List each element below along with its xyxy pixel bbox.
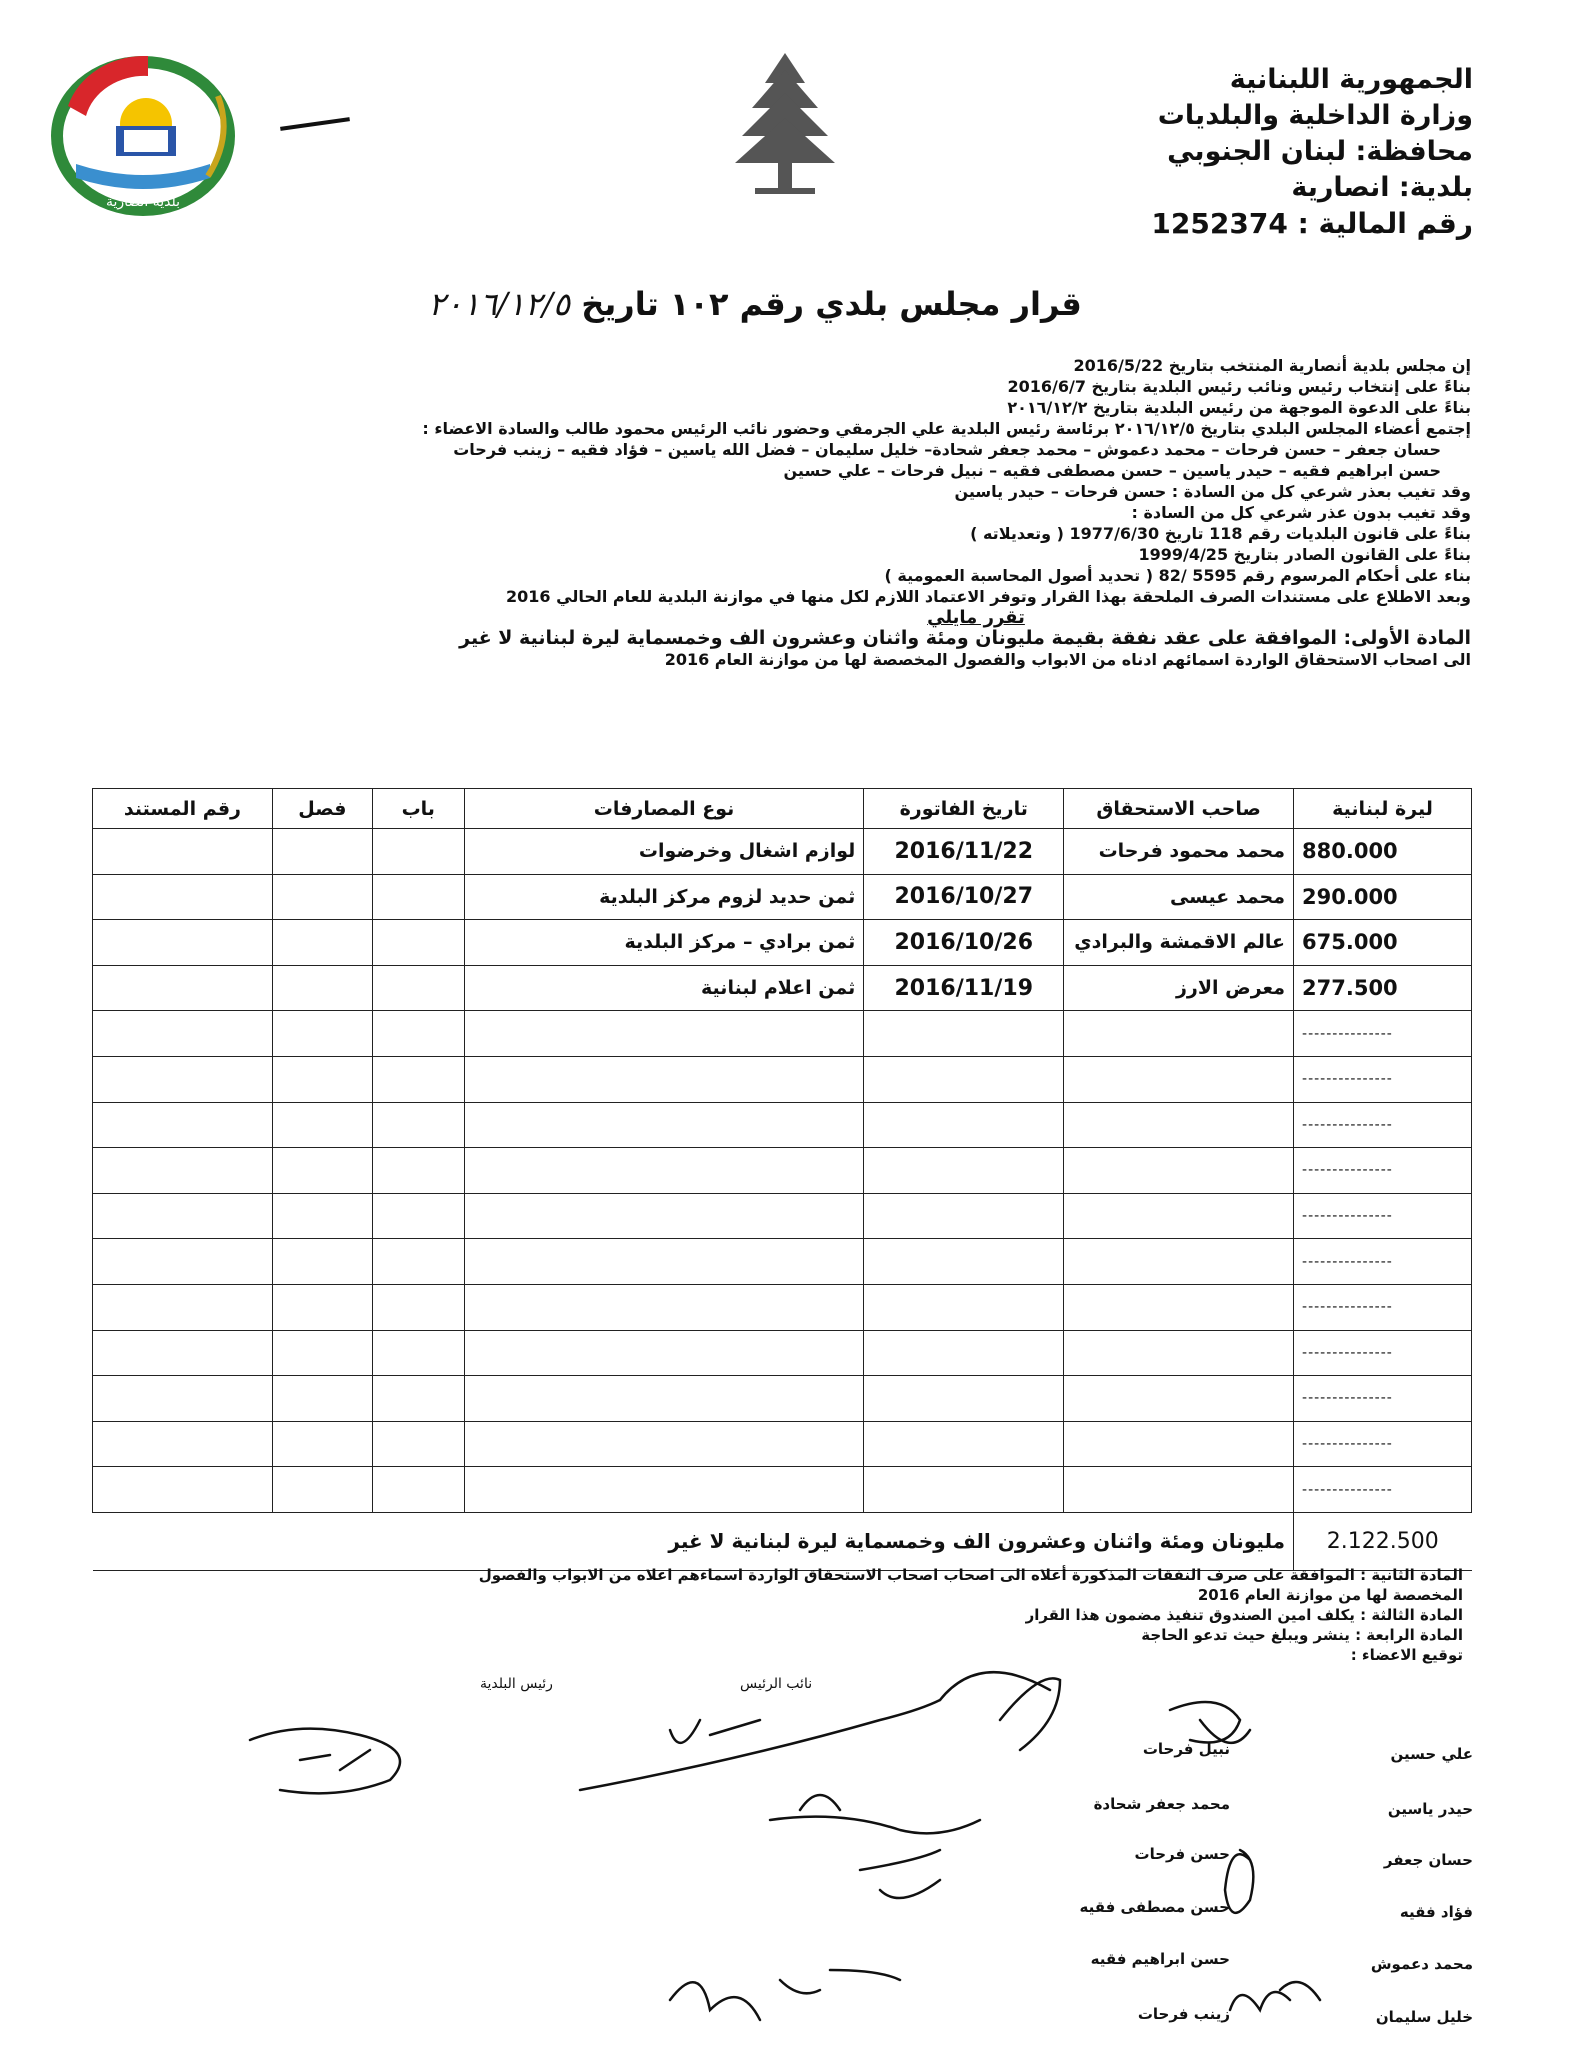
col-chapter: باب bbox=[372, 789, 464, 829]
filler-dashes: --------------- bbox=[1294, 1148, 1472, 1194]
signatory-name: فؤاد فقيه bbox=[1399, 1903, 1473, 1921]
invoice-date: 2016/11/19 bbox=[864, 965, 1064, 1011]
filler-dashes: --------------- bbox=[1294, 1421, 1472, 1467]
signatory-name: حسن ابراهيم فقيه bbox=[1090, 1950, 1230, 1968]
col-amount: ليرة لبنانية bbox=[1294, 789, 1472, 829]
unexcused-members: وقد تغيب بدون عذر شرعي كل من السادة : bbox=[1131, 503, 1471, 522]
filler-dashes: --------------- bbox=[1294, 1284, 1472, 1330]
body-line: إجتمع أعضاء المجلس البلدي بتاريخ ٢٠١٦/١٢/٥ برئاسة رئيس البلدية علي الجرمقي وحضور نائب الرئيس محمود طالب والسادة الاعضاء : bbox=[422, 419, 1471, 438]
filler-dashes: --------------- bbox=[1294, 1330, 1472, 1376]
decision-title-text: قرار مجلس بلدي رقم ١٠٢ تاريخ bbox=[581, 285, 1082, 323]
signatory-name: خليل سليمان bbox=[1375, 2008, 1473, 2026]
body-line: بناءً على القانون الصادر بتاريخ 1999/4/25 bbox=[1138, 545, 1471, 564]
body-line: بناءً على قانون البلديات رقم 118 تاريخ 1977/6/30 ( وتعديلاته ) bbox=[970, 524, 1471, 543]
col-invoice-date: تاريخ الفاتورة bbox=[864, 789, 1064, 829]
filler-dashes: --------------- bbox=[1294, 1011, 1472, 1057]
body-line: بناء على أحكام المرسوم رقم 5595 /82 ( تحديد أصول المحاسبة العمومية ) bbox=[884, 566, 1471, 585]
handwritten-signatures bbox=[240, 1660, 1460, 2040]
table-row-empty bbox=[93, 1376, 1472, 1422]
table-row-empty bbox=[93, 1330, 1472, 1376]
table-row-empty bbox=[93, 1284, 1472, 1330]
header-republic: الجمهورية اللبنانية bbox=[1229, 64, 1473, 95]
expense-type: لوازم اشغال وخرضوات bbox=[464, 829, 864, 875]
signatory-name: علي حسين bbox=[1390, 1745, 1473, 1763]
header-governorate: محافظة: لبنان الجنوبي bbox=[1167, 136, 1473, 167]
pen-stroke bbox=[280, 117, 350, 131]
table-row bbox=[93, 965, 1472, 1011]
present-members-2: حسن ابراهيم فقيه – حيدر ياسين – حسن مصطفى فقيه – نبيل فرحات – علي حسين bbox=[783, 461, 1441, 480]
table-row-empty bbox=[93, 1467, 1472, 1513]
decision-title bbox=[300, 285, 1210, 323]
table-total-row bbox=[93, 1512, 1472, 1570]
signatory-name: حسن مصطفى فقيه bbox=[1079, 1898, 1230, 1916]
body-line: إن مجلس بلدية أنصارية المنتخب بتاريخ 2016/5/22 bbox=[1073, 356, 1471, 375]
financial-number bbox=[953, 206, 1473, 242]
header-ministry: وزارة الداخلية والبلديات bbox=[1157, 100, 1473, 131]
decision-title-date: ٢٠١٦/١٢/٥ bbox=[428, 285, 571, 323]
expense-type: ثمن برادي – مركز البلدية bbox=[464, 920, 864, 966]
table-row bbox=[93, 874, 1472, 920]
svg-text:بلدية أنصارية: بلدية أنصارية bbox=[105, 194, 181, 210]
header-block bbox=[953, 62, 1473, 242]
table-row-empty bbox=[93, 1011, 1472, 1057]
filler-dashes: --------------- bbox=[1294, 1056, 1472, 1102]
article-three: المادة الثالثة : يكلف امين الصندوق تنفيذ مضمون هذا القرار bbox=[1025, 1606, 1463, 1624]
vice-president-label: نائب الرئيس bbox=[740, 1676, 813, 1692]
beneficiary: محمد محمود فرحات bbox=[1064, 829, 1294, 875]
invoice-date: 2016/10/26 bbox=[864, 920, 1064, 966]
table-row-empty bbox=[93, 1148, 1472, 1194]
signatory-name: نبيل فرحات bbox=[1142, 1740, 1230, 1758]
table-row-empty bbox=[93, 1421, 1472, 1467]
header-municipality: بلدية: انصارية bbox=[1291, 172, 1473, 203]
signatory-name: حيدر ياسين bbox=[1387, 1800, 1473, 1818]
amount: 675.000 bbox=[1294, 920, 1472, 966]
decision-body bbox=[81, 355, 1471, 670]
expense-type: ثمن حديد لزوم مركز البلدية bbox=[464, 874, 864, 920]
filler-dashes: --------------- bbox=[1294, 1193, 1472, 1239]
cedar-emblem-icon bbox=[730, 48, 840, 198]
signatory-name: محمد دعموش bbox=[1370, 1955, 1473, 1973]
filler-dashes: --------------- bbox=[1294, 1376, 1472, 1422]
table-row-empty bbox=[93, 1102, 1472, 1148]
article-two: المادة الثانية : الموافقة على صرف النفقات المذكورة أعلاه الى اصحاب اصحاب الاستحقاق الواردة اسماءهم اعلاه من الابواب والفصول bbox=[478, 1566, 1463, 1584]
filler-dashes: --------------- bbox=[1294, 1239, 1472, 1285]
signatory-name: حسان جعفر bbox=[1383, 1851, 1473, 1869]
col-expense-type: نوع المصارفات bbox=[464, 789, 864, 829]
excused-members: وقد تغيب بعذر شرعي كل من السادة : حسن فرحات – حيدر ياسين bbox=[954, 482, 1471, 501]
amount: 880.000 bbox=[1294, 829, 1472, 875]
article-two-cont: المخصصة لها من موازنة العام 2016 bbox=[1197, 1586, 1463, 1604]
signatory-name: زينب فرحات bbox=[1137, 2005, 1230, 2023]
filler-dashes: --------------- bbox=[1294, 1467, 1472, 1513]
col-section: فصل bbox=[272, 789, 372, 829]
amount: 290.000 bbox=[1294, 874, 1472, 920]
table-row-empty bbox=[93, 1056, 1472, 1102]
article-four: المادة الرابعة : ينشر ويبلغ حيث تدعو الحاجة bbox=[1141, 1626, 1463, 1644]
total-amount: 2.122.500 bbox=[1294, 1512, 1472, 1570]
municipality-logo bbox=[28, 36, 258, 226]
article-one: المادة الأولى: الموافقة على عقد نفقة بقيمة مليونان ومئة واثنان وعشرون الف وخمسماية ليرة لبنانية لا غير bbox=[459, 627, 1471, 649]
article-one-cont: الى اصحاب الاستحقاق الواردة اسمائهم ادناه من الابواب والفصول المخصصة لها من موازنة العام 2016 bbox=[664, 650, 1471, 669]
col-doc-no: رقم المستند bbox=[93, 789, 273, 829]
table-row-empty bbox=[93, 1239, 1472, 1285]
body-line: وبعد الاطلاع على مستندات الصرف الملحقة بهذا القرار وتوفر الاعتماد اللازم لكل منها في موازنة البلدية للعام الحالي 2016 bbox=[506, 587, 1471, 606]
col-beneficiary: صاحب الاستحقاق bbox=[1064, 789, 1294, 829]
decides-heading: تقرر مايلي bbox=[927, 607, 1025, 628]
expenses-table bbox=[92, 788, 1472, 1571]
invoice-date: 2016/11/22 bbox=[864, 829, 1064, 875]
financial-number-label: رقم المالية : bbox=[1297, 207, 1473, 240]
signatory-name: حسن فرحات bbox=[1134, 1845, 1230, 1863]
amount: 277.500 bbox=[1294, 965, 1472, 1011]
filler-dashes: --------------- bbox=[1294, 1102, 1472, 1148]
signatory-name: محمد جعفر شحادة bbox=[1093, 1795, 1230, 1813]
articles-block bbox=[263, 1565, 1463, 1665]
members-signature-label: توقيع الاعضاء : bbox=[1350, 1646, 1463, 1664]
table-row bbox=[93, 920, 1472, 966]
beneficiary: معرض الارز bbox=[1064, 965, 1294, 1011]
expense-type: ثمن اعلام لبنانية bbox=[464, 965, 864, 1011]
beneficiary: عالم الاقمشة والبرادي bbox=[1064, 920, 1294, 966]
body-line: بناءً على إنتخاب رئيس ونائب رئيس البلدية بتاريخ 2016/6/7 bbox=[1007, 377, 1471, 396]
president-label: رئيس البلدية bbox=[480, 1676, 553, 1692]
total-in-words: مليونان ومئة واثنان وعشرون الف وخمسماية ليرة لبنانية لا غير bbox=[93, 1512, 1294, 1570]
table-row bbox=[93, 829, 1472, 875]
beneficiary: محمد عيسى bbox=[1064, 874, 1294, 920]
table-row-empty bbox=[93, 1193, 1472, 1239]
present-members: حسان جعفر – حسن فرحات – محمد دعموش – محمد جعفر شحادة– خليل سليمان – فضل الله ياسين – فؤاد فقيه – زينب فرحات bbox=[453, 440, 1441, 459]
body-line: بناءً على الدعوة الموجهة من رئيس البلدية بتاريخ ٢٠١٦/١٢/٢ bbox=[1007, 398, 1471, 417]
financial-number-value: 1252374 bbox=[1151, 207, 1288, 240]
invoice-date: 2016/10/27 bbox=[864, 874, 1064, 920]
